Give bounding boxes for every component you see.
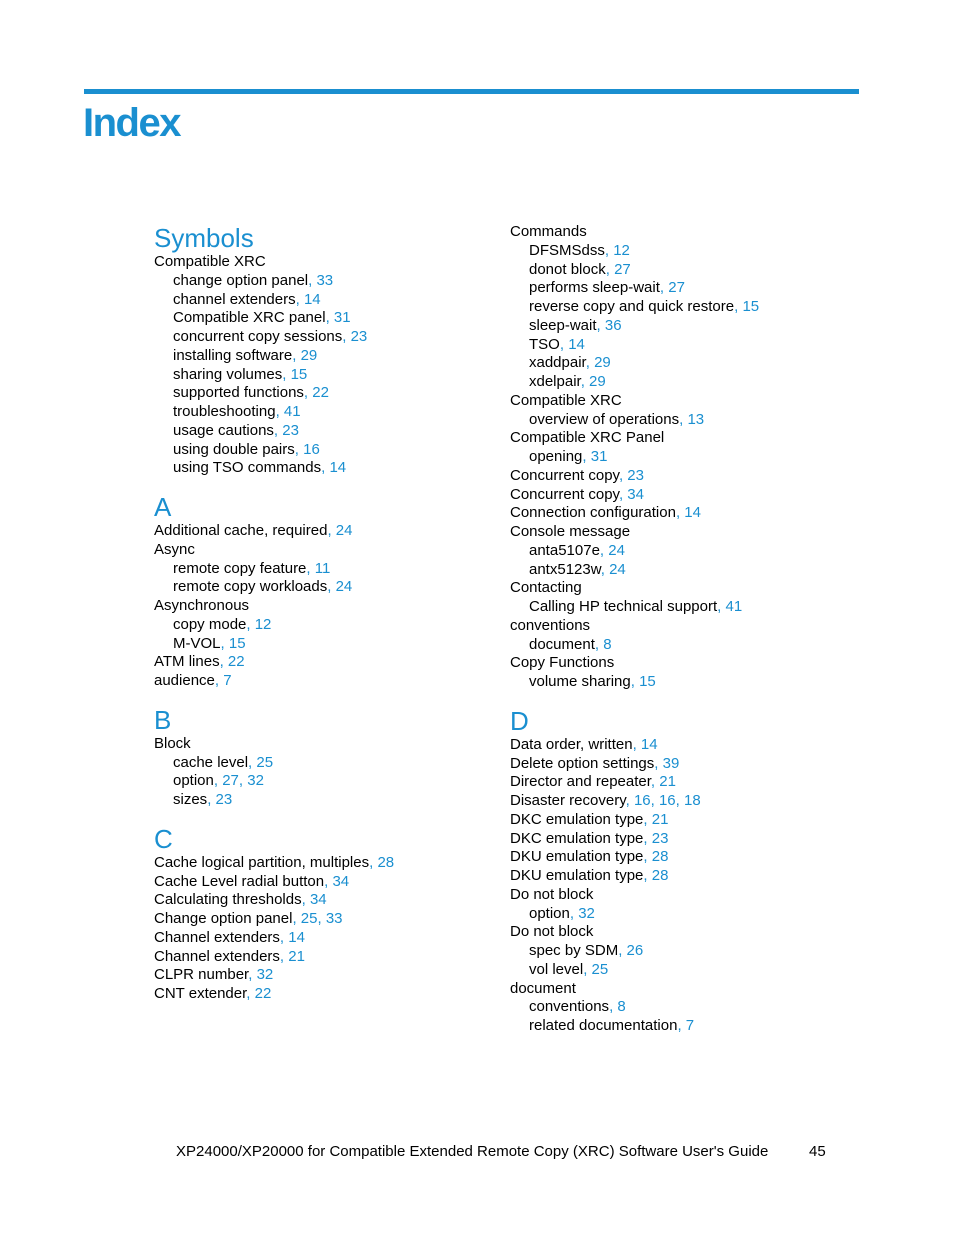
index-subentry — [154, 635, 514, 654]
entry-term: Do not block — [510, 923, 594, 941]
page-reference-link[interactable]: 7 — [685, 1017, 695, 1034]
entry-separator: , — [213, 772, 223, 790]
entry-term: xdelpair — [529, 373, 581, 390]
entry-term: Console message — [510, 523, 631, 540]
page-reference-link[interactable]: 12 — [254, 615, 272, 633]
entry-term: Cache Level radial button — [154, 872, 325, 890]
entry-separator: , — [214, 672, 224, 689]
entry-term: Director and repeater — [510, 773, 651, 791]
entry-term: anta5107e — [529, 541, 600, 559]
index-subentry — [510, 242, 870, 261]
footer — [176, 1142, 826, 1162]
index-entry — [154, 854, 514, 873]
index-subentry — [154, 422, 514, 441]
entry-term: sleep-wait — [529, 316, 597, 334]
page-reference-link[interactable]: 25, 33 — [300, 910, 343, 927]
entry-term: DKC emulation type — [510, 829, 644, 847]
section-heading: B — [154, 704, 172, 735]
index-subentry — [154, 291, 514, 310]
page-reference-link[interactable]: 14 — [684, 504, 701, 522]
entry-separator: , — [248, 966, 257, 984]
index-entry — [154, 522, 514, 541]
entry-term: antx5123w — [529, 560, 601, 578]
entry-term: installing software — [173, 346, 293, 364]
index-entry — [154, 929, 514, 948]
index-entry — [154, 873, 514, 892]
entry-term: Delete option settings — [510, 754, 655, 772]
index-entry — [510, 830, 870, 849]
entry-term: Block — [154, 734, 191, 752]
entry-term: channel extenders — [173, 290, 296, 308]
entry-separator: , — [677, 1017, 686, 1034]
entry-separator: , — [279, 928, 289, 946]
page-reference-link[interactable]: 27 — [614, 260, 631, 278]
page-reference-link[interactable]: 8 — [603, 635, 612, 653]
entry-term: volume sharing — [529, 673, 631, 690]
entry-term: performs sleep-wait — [529, 279, 660, 297]
index-entry — [154, 541, 514, 560]
index-subentry — [154, 272, 514, 291]
entry-separator: , — [292, 910, 301, 927]
index-entry — [154, 653, 514, 672]
index-subentry — [510, 998, 870, 1017]
page-reference-link[interactable]: 34 — [332, 872, 350, 890]
entry-separator: , — [630, 673, 640, 690]
page-reference-link[interactable]: 22 — [227, 653, 245, 671]
entry-separator: , — [342, 328, 351, 345]
page-reference-link[interactable]: 32 — [256, 966, 274, 984]
entry-separator: , — [643, 848, 652, 866]
index-subentry — [510, 961, 870, 980]
page-reference-link[interactable]: 8 — [617, 998, 626, 1016]
index-entry — [154, 966, 514, 985]
index-subentry — [154, 366, 514, 385]
entry-separator: , — [248, 753, 257, 771]
entry-term: cache level — [173, 753, 249, 771]
page-reference-link[interactable]: 14 — [329, 459, 347, 477]
page-reference-link[interactable]: 29 — [300, 346, 318, 364]
index-subentry — [510, 448, 870, 467]
page-reference-link[interactable]: 28 — [651, 867, 669, 884]
page-reference-link[interactable]: 28 — [377, 853, 395, 871]
entry-separator: , — [734, 298, 743, 315]
index-entry — [154, 948, 514, 967]
entry-separator: , — [632, 735, 641, 753]
entry-term: Connection configuration — [510, 504, 676, 522]
entry-term: Additional cache, required — [154, 522, 328, 539]
entry-term: reverse copy and quick restore — [529, 298, 735, 315]
page-reference-link[interactable]: 31 — [590, 448, 608, 465]
entry-term: M-VOL — [173, 634, 221, 652]
entry-separator: , — [325, 309, 334, 327]
page-reference-link[interactable]: 15 — [290, 365, 308, 383]
index-subentry — [154, 403, 514, 422]
index-entry — [510, 792, 870, 811]
entry-separator: , — [580, 373, 590, 390]
entry-separator: , — [583, 960, 592, 978]
entry-term: Concurrent copy — [510, 466, 619, 484]
page-reference-link[interactable]: 14 — [640, 735, 658, 753]
entry-separator: , — [279, 947, 289, 965]
entry-separator: , — [327, 522, 336, 539]
entry-separator: , — [643, 810, 652, 828]
entry-separator: , — [600, 560, 610, 578]
entry-term: Channel extenders — [154, 928, 280, 946]
section-heading: C — [154, 823, 173, 854]
page-reference-link[interactable]: 27 — [668, 279, 685, 297]
index-subentry — [510, 279, 870, 298]
entry-term: Compatible XRC — [510, 391, 622, 409]
index-subentry — [510, 673, 870, 692]
entry-separator: , — [219, 653, 228, 671]
entry-term: Asynchronous — [154, 597, 250, 614]
entry-separator: , — [303, 384, 313, 402]
index-subentry — [510, 598, 870, 617]
index-section — [154, 223, 514, 478]
entry-separator: , — [321, 459, 330, 477]
entry-term: change option panel — [173, 271, 309, 289]
index-section — [154, 492, 514, 691]
entry-separator: , — [605, 260, 615, 278]
entry-separator: , — [569, 904, 579, 922]
index-subentry — [510, 561, 870, 580]
page-reference-link[interactable]: 24 — [608, 541, 625, 559]
page-reference-link[interactable]: 26 — [626, 942, 644, 959]
index-entry — [154, 253, 514, 272]
index-entry — [510, 617, 870, 636]
index-entry — [510, 755, 870, 774]
index-subentry — [510, 317, 870, 336]
entry-term: DKU emulation type — [510, 867, 644, 884]
page-reference-link[interactable]: 21 — [288, 947, 305, 965]
section-heading: A — [154, 492, 172, 522]
entry-term: Compatible XRC — [154, 253, 266, 270]
index-subentry — [154, 616, 514, 635]
page-reference-link[interactable]: 14 — [303, 290, 321, 308]
entry-separator: , — [559, 335, 569, 353]
page-reference-link[interactable]: 39 — [662, 754, 680, 772]
index-subentry — [154, 578, 514, 597]
entry-separator: , — [327, 578, 336, 596]
entry-term: sharing volumes — [173, 365, 283, 383]
page-title: Index — [83, 101, 180, 145]
entry-term: DKU emulation type — [510, 848, 644, 866]
entry-term: copy mode — [173, 615, 247, 633]
index-subentry — [154, 441, 514, 460]
entry-term: Compatible XRC Panel — [510, 429, 665, 447]
page-reference-link[interactable]: 15 — [742, 298, 760, 315]
index-entry — [154, 891, 514, 910]
entry-separator: , — [654, 754, 663, 772]
index-entry — [510, 429, 870, 448]
page-reference-link[interactable]: 33 — [316, 271, 334, 289]
page-reference-link[interactable]: 41 — [725, 598, 743, 615]
entry-term: Async — [154, 540, 195, 558]
index-entry — [510, 811, 870, 830]
entry-term: Contacting — [510, 579, 582, 597]
index-entry — [510, 504, 870, 523]
entry-separator: , — [585, 354, 595, 372]
section-heading: Symbols — [154, 223, 254, 253]
entry-term: using TSO commands — [173, 459, 322, 477]
index-subentry — [510, 411, 870, 430]
page-reference-link[interactable]: 27, 32 — [222, 772, 264, 790]
page-reference-link[interactable]: 14 — [568, 335, 585, 353]
entry-separator: , — [625, 792, 634, 809]
entry-term: Disaster recovery — [510, 792, 626, 809]
index-column-left — [154, 223, 514, 1018]
entry-separator: , — [650, 773, 660, 791]
index-section — [510, 223, 870, 692]
page-reference-link[interactable]: 23 — [651, 829, 669, 847]
index-entry — [154, 735, 514, 754]
entry-term: concurrent copy sessions — [173, 328, 343, 345]
entry-term: remote copy workloads — [173, 578, 328, 596]
entry-term: Concurrent copy — [510, 485, 619, 503]
entry-term: Compatible XRC panel — [173, 309, 326, 327]
page-reference-link[interactable]: 34 — [309, 891, 327, 909]
entry-term: related documentation — [529, 1017, 678, 1034]
entry-separator: , — [618, 942, 627, 959]
index-subentry — [154, 772, 514, 791]
entry-term: Calculating thresholds — [154, 891, 302, 909]
page-reference-link[interactable]: 36 — [604, 316, 622, 334]
page-reference-link[interactable]: 23 — [282, 421, 299, 439]
index-subentry — [510, 261, 870, 280]
index-entry — [510, 736, 870, 755]
entry-term: option — [529, 904, 570, 922]
entry-term: Calling HP technical support — [529, 598, 718, 615]
entry-term: audience — [154, 672, 215, 689]
index-entry — [510, 923, 870, 942]
page-reference-link[interactable]: 29 — [594, 354, 611, 372]
entry-separator: , — [609, 998, 618, 1016]
entry-separator: , — [273, 421, 283, 439]
page-reference-link[interactable]: 34 — [627, 485, 644, 503]
entry-separator: , — [282, 365, 291, 383]
page-reference-link[interactable]: 15 — [228, 634, 246, 652]
index-entry — [510, 579, 870, 598]
entry-term: opening — [529, 448, 583, 465]
entry-term: CLPR number — [154, 966, 249, 984]
page-reference-link[interactable]: 13 — [687, 410, 705, 428]
index-subentry — [510, 636, 870, 655]
entry-term: conventions — [529, 998, 610, 1016]
footer-title: XP24000/XP20000 for Compatible Extended Remote Copy (XRC) Software User's Guide — [176, 1143, 769, 1160]
entry-separator: , — [306, 559, 315, 577]
page-reference-link[interactable]: 41 — [283, 403, 301, 420]
index-entry — [510, 523, 870, 542]
page-reference-link[interactable]: 24 — [609, 560, 626, 578]
entry-separator: , — [659, 279, 669, 297]
entry-term: donot block — [529, 260, 606, 278]
page-number: 45 — [809, 1143, 826, 1160]
index-entry — [510, 773, 870, 792]
entry-term: sizes — [173, 791, 208, 808]
page-reference-link[interactable]: 16 — [303, 440, 320, 458]
index-entry — [510, 980, 870, 999]
index-subentry — [510, 542, 870, 561]
index-section — [510, 706, 870, 1036]
entry-separator: , — [301, 891, 310, 909]
index-entry — [510, 886, 870, 905]
title-rule — [84, 89, 859, 94]
index-subentry — [154, 328, 514, 347]
entry-term: Copy Functions — [510, 654, 615, 672]
page-reference-link[interactable]: 25 — [256, 753, 274, 771]
entry-separator: , — [618, 485, 628, 503]
page-reference-link[interactable]: 15 — [639, 673, 656, 690]
index-section — [154, 705, 514, 810]
page-reference-link[interactable]: 21 — [651, 810, 669, 828]
index-entry — [154, 597, 514, 616]
page-reference-link[interactable]: 32 — [578, 904, 595, 922]
page-reference-link[interactable]: 12 — [613, 241, 630, 259]
page-reference-link[interactable]: 23 — [215, 791, 233, 808]
entry-separator: , — [599, 541, 609, 559]
entry-term: troubleshooting — [173, 403, 276, 420]
index-subentry — [154, 560, 514, 579]
entry-separator: , — [618, 466, 628, 484]
index-subentry — [154, 384, 514, 403]
page-reference-link[interactable]: 31 — [333, 309, 351, 327]
entry-separator: , — [643, 829, 652, 847]
entry-separator: , — [679, 410, 688, 428]
index-entry — [510, 223, 870, 242]
entry-separator: , — [675, 504, 685, 522]
entry-separator: , — [596, 316, 605, 334]
entry-term: DKC emulation type — [510, 810, 644, 828]
index-subentry — [510, 298, 870, 317]
index-subentry — [510, 354, 870, 373]
page-reference-link[interactable]: 25 — [591, 960, 609, 978]
entry-term: vol level — [529, 960, 584, 978]
entry-term: Commands — [510, 223, 587, 240]
index-subentry — [510, 942, 870, 961]
page-reference-link[interactable]: 22 — [254, 985, 272, 1002]
index-subentry — [510, 373, 870, 392]
entry-separator: , — [594, 635, 604, 653]
page-reference-link[interactable]: 22 — [312, 384, 329, 402]
index-entry — [510, 392, 870, 411]
entry-separator: , — [643, 867, 652, 884]
entry-term: Channel extenders — [154, 947, 280, 965]
index-subentry — [510, 336, 870, 355]
index-subentry — [154, 347, 514, 366]
entry-separator: , — [324, 872, 333, 890]
entry-separator: , — [246, 615, 255, 633]
entry-separator: , — [207, 791, 216, 808]
entry-separator: , — [246, 985, 255, 1002]
index-entry — [510, 467, 870, 486]
page-reference-link[interactable]: 28 — [651, 848, 669, 866]
page-reference-link[interactable]: 7 — [223, 672, 232, 689]
page-reference-link[interactable]: 29 — [589, 373, 606, 390]
entry-separator: , — [582, 448, 591, 465]
index-subentry — [510, 1017, 870, 1036]
entry-term: Change option panel — [154, 910, 293, 927]
entry-separator: , — [275, 403, 284, 420]
entry-term: using double pairs — [173, 440, 295, 458]
entry-separator: , — [295, 290, 304, 308]
page-reference-link[interactable]: 24 — [335, 522, 353, 539]
entry-separator: , — [604, 241, 614, 259]
page-reference-link[interactable]: 23 — [350, 328, 368, 345]
entry-term: remote copy feature — [173, 559, 307, 577]
entry-term: usage cautions — [173, 421, 274, 439]
index-entry — [510, 654, 870, 673]
entry-separator: , — [717, 598, 726, 615]
entry-separator: , — [308, 271, 317, 289]
page-reference-link[interactable]: 11 — [314, 559, 331, 577]
page-reference-link[interactable]: 14 — [288, 928, 305, 946]
entry-term: document — [510, 979, 576, 997]
index-entry — [510, 867, 870, 886]
entry-term: document — [529, 635, 595, 653]
entry-term: CNT extender — [154, 985, 247, 1002]
entry-term: DFSMSdss — [529, 241, 605, 259]
entry-term: Cache logical partition, multiples — [154, 853, 370, 871]
index-column-right — [510, 223, 870, 1050]
index-entry — [510, 486, 870, 505]
entry-term: Do not block — [510, 885, 594, 903]
entry-term: supported functions — [173, 384, 304, 402]
entry-term: spec by SDM — [529, 942, 619, 959]
entry-term: conventions — [510, 616, 591, 634]
entry-separator: , — [294, 440, 304, 458]
entry-separator: , — [220, 634, 229, 652]
entry-term: Data order, written — [510, 735, 633, 753]
entry-term: xaddpair — [529, 354, 586, 372]
page-reference-link[interactable]: 24 — [335, 578, 353, 596]
section-heading: D — [510, 705, 529, 736]
index-subentry — [510, 905, 870, 924]
index-entry — [154, 672, 514, 691]
entry-separator: , — [369, 853, 378, 871]
entry-separator: , — [292, 346, 301, 364]
entry-term: option — [173, 772, 214, 790]
entry-term: TSO — [529, 335, 560, 353]
index-section — [154, 824, 514, 1004]
entry-term: ATM lines — [154, 653, 220, 671]
index-entry — [154, 910, 514, 929]
index-entry — [510, 848, 870, 867]
index-subentry — [154, 754, 514, 773]
page-reference-link[interactable]: 21 — [659, 773, 676, 791]
page-reference-link[interactable]: 16, 16, 18 — [633, 792, 701, 809]
index-subentry — [154, 459, 514, 478]
index-entry — [154, 985, 514, 1004]
index-subentry — [154, 309, 514, 328]
index-subentry — [154, 791, 514, 810]
entry-term: overview of operations — [529, 410, 680, 428]
page-reference-link[interactable]: 23 — [627, 466, 644, 484]
